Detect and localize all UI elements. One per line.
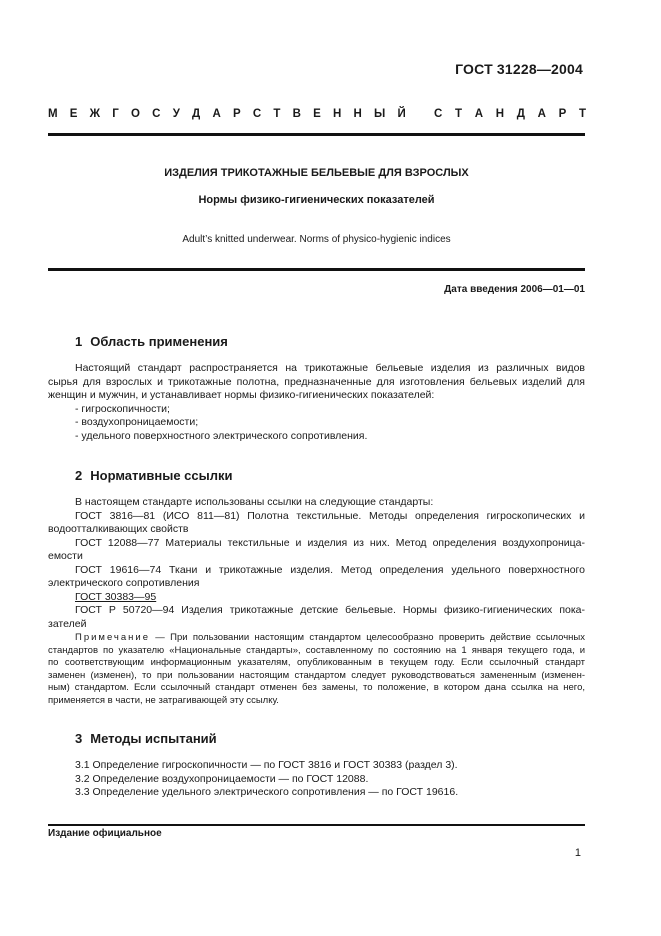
text-line: 3.1 Определение гигроскопичности — по ГОСТ 3816 и ГОСТ 30383 (раздел 3). <box>75 759 458 771</box>
note-label: Примечание <box>75 632 150 643</box>
banner-letter: Т <box>455 108 463 120</box>
section-title: Нормативные ссылки <box>90 468 233 483</box>
banner-letter: Д <box>516 108 525 120</box>
banner-letter: Р <box>558 108 567 120</box>
section-title: Методы испытаний <box>90 731 217 746</box>
document-title: ИЗДЕЛИЯ ТРИКОТАЖНЫЕ БЕЛЬЕВЫЕ ДЛЯ ВЗРОСЛЫХ <box>164 167 469 179</box>
banner-letter: С <box>152 108 161 120</box>
reference-line: ГОСТ 12088—77 Материалы текстильные и изделия из них. Метод определения воздухопроница- <box>75 536 585 549</box>
reference-line: водоотталкивающих свойств <box>48 523 189 535</box>
list-item: - удельного поверхностного электрического сопротивления. <box>75 429 368 442</box>
banner-letter: Е <box>69 108 78 120</box>
note-line: заменен (изменен), то при пользовании настоящим стандартом следует руководствоваться замененным (изменен- <box>48 669 585 681</box>
section-number: 1 <box>75 334 83 349</box>
page-number: 1 <box>574 847 581 859</box>
text-line: В настоящем стандарте использованы ссылки на следующие стандарты: <box>75 496 434 508</box>
banner-letter: Н <box>495 108 505 120</box>
note-line: Примечание — При пользовании настоящим стандартом целесообразно проверить действие ссылочных <box>75 632 585 643</box>
standard-word <box>434 108 586 120</box>
section-3-heading <box>75 731 217 746</box>
interstate-word <box>48 108 406 120</box>
section-2-heading <box>75 468 232 483</box>
banner-letter: С <box>434 108 443 120</box>
banner-letter: У <box>172 108 180 120</box>
banner-letter: Д <box>192 108 201 120</box>
reference-line <box>48 591 585 605</box>
banner-letter: А <box>212 108 221 120</box>
banner-letter: Е <box>313 108 321 120</box>
section-title: Область применения <box>90 334 228 349</box>
standard-number: ГОСТ 31228—2004 <box>455 61 583 77</box>
text-line: женщин и мужчин, и устанавливает нормы физико-гигиенических показателей: <box>48 389 435 401</box>
banner-letter: Й <box>397 108 406 120</box>
header-rule <box>48 133 585 136</box>
section-number: 3 <box>75 731 83 746</box>
interstate-standard-banner <box>48 108 586 120</box>
banner-letter: А <box>537 108 546 120</box>
banner-letter: Н <box>332 108 342 120</box>
section-1-body <box>48 362 585 443</box>
list-item: - воздухопроницаемости; <box>75 416 199 428</box>
banner-letter: Т <box>578 108 586 120</box>
banner-letter: Ы <box>374 108 386 120</box>
reference-line: зателей <box>48 617 87 630</box>
note-line: ным) стандартом. Если ссылочный стандарт отменен без замены, то положение, в котором дана ссылка на него, <box>48 682 585 693</box>
document-subtitle: Нормы физико-гигиенических показателей <box>198 194 435 206</box>
note-line: применяется в части, не затрагивающей эту ссылку. <box>48 694 279 706</box>
reference-line: электрического сопротивления <box>48 577 200 589</box>
document-title-english: Adult’s knitted underwear. Norms of physico-hygienic indices <box>182 234 451 245</box>
section-number: 2 <box>75 468 83 483</box>
text-line: 3.3 Определение удельного электрического сопротивления — по ГОСТ 19616. <box>75 786 459 798</box>
section-3-body <box>48 759 585 800</box>
reference-line: ГОСТ Р 50720—94 Изделия трикотажные детские бельевые. Нормы физико-гигиенических пока- <box>75 604 585 616</box>
banner-letter: Ж <box>89 108 101 120</box>
banner-letter: А <box>474 108 484 120</box>
section-1-heading <box>75 334 228 349</box>
underlined-reference: ГОСТ 30383—95 <box>75 590 157 603</box>
note-line: стандартов по указателю «Национальные стандарты», составленному по состоянию на 1 января текущего года, и <box>48 644 585 656</box>
footer-rule <box>48 824 585 826</box>
banner-letter: О <box>131 108 140 120</box>
list-item: - гигроскопичности; <box>75 402 170 415</box>
section-2-note <box>48 632 585 707</box>
note-line: по соответствующим информационным указателям, опубликованным в текущем году. Если ссылочный стандарт <box>48 657 585 668</box>
banner-letter: С <box>252 108 262 120</box>
banner-letter: Н <box>353 108 362 120</box>
banner-letter: Т <box>273 108 281 120</box>
banner-letter: Р <box>232 108 241 120</box>
banner-letter: Г <box>112 108 119 120</box>
reference-line: ГОСТ 19616—74 Ткани и трикотажные изделия. Метод определения удельного поверхностного <box>75 563 585 576</box>
text-line: Настоящий стандарт распространяется на трикотажные бельевые изделия из различных видов <box>75 362 585 374</box>
reference-line: ГОСТ 3816—81 (ИСО 811—81) Полотна текстильные. Методы определения гигроскопических и <box>75 509 585 522</box>
banner-letter: М <box>48 108 58 120</box>
introduction-date: Дата введения 2006—01—01 <box>444 284 585 295</box>
text-line: сырья для взрослых и трикотажные полотна, предназначенные для изготовления бельевых изделий для <box>48 375 585 388</box>
reference-line: емости <box>48 550 83 562</box>
banner-letter: В <box>292 108 301 120</box>
official-edition-label: Издание официальное <box>48 828 162 839</box>
text-line: 3.2 Определение воздухопроницаемости — по ГОСТ 12088. <box>75 772 369 785</box>
section-2-body <box>48 496 585 631</box>
title-rule <box>48 268 585 271</box>
